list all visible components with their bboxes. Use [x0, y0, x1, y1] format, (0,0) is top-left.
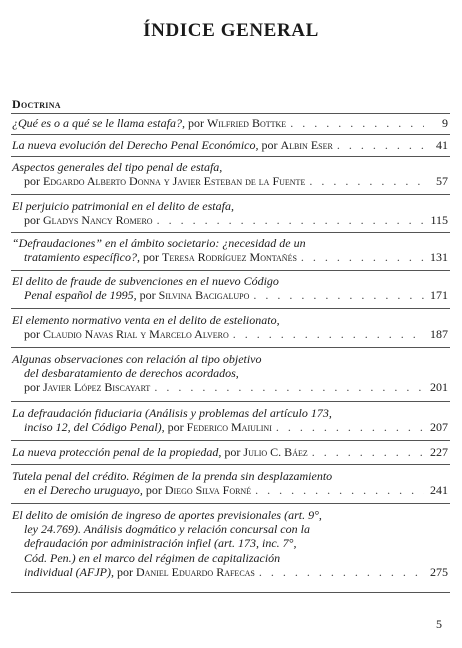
entry-page: 275 — [430, 564, 448, 579]
divider — [11, 503, 450, 504]
entry-title-cont: Penal español de 1995, — [24, 288, 137, 303]
entry-author: Diego Silva Forné — [164, 483, 252, 498]
entry-connector: por — [24, 327, 40, 342]
entry-author: Silvina Bacigalupo — [158, 288, 250, 303]
entry-title-cont: inciso 12, del Código Penal), — [24, 420, 165, 435]
entry-author: Claudio Navas Rial y Marcelo Alvero — [43, 327, 229, 342]
entry-connector: por — [167, 420, 184, 435]
entry-connector: por — [187, 116, 204, 130]
entry-connector: por — [24, 213, 40, 228]
entry-page: 187 — [430, 327, 448, 342]
entry-title: Aspectos generales del tipo penal de estafa, — [12, 160, 223, 174]
entry-author: Albin Eser — [280, 138, 333, 152]
toc-entry — [12, 236, 448, 264]
divider — [11, 464, 450, 465]
entry-author: Wilfried Bottke — [206, 116, 287, 130]
leader-dots — [259, 565, 424, 579]
toc-entry — [12, 160, 448, 188]
entry-page: 115 — [430, 213, 448, 228]
entry-page: 131 — [430, 250, 448, 265]
divider — [11, 134, 450, 135]
toc-entry — [12, 352, 448, 395]
entry-connector: por — [142, 250, 159, 265]
entry-title: Algunas observaciones con relación al tipo objetivo — [12, 352, 262, 366]
toc-entry — [12, 469, 448, 497]
toc-entry — [12, 274, 448, 302]
leader-dots — [255, 483, 424, 497]
entry-page: 241 — [430, 483, 448, 498]
page-number: 5 — [436, 617, 442, 631]
entry-title: “Defraudaciones” en el ámbito societario: ¿necesidad de un — [12, 236, 306, 250]
divider — [11, 440, 450, 441]
entry-title-cont: defraudación por administración infiel (art. 173, inc. 7°, — [24, 536, 297, 551]
entry-title: Tutela penal del crédito. Régimen de la prenda sin desplazamiento — [12, 469, 333, 483]
toc-entry — [12, 116, 448, 130]
toc-entry — [12, 199, 448, 227]
leader-dots — [233, 327, 424, 341]
divider — [11, 194, 450, 195]
entry-title-cont: tratamiento específico?, — [24, 250, 140, 265]
entry-title: El delito de omisión de ingreso de aportes previsionales (art. 9°, — [12, 508, 322, 522]
entry-page: 207 — [430, 420, 448, 435]
divider — [11, 232, 450, 233]
divider — [11, 308, 450, 309]
entry-title-cont: en el Derecho uruguayo, — [24, 483, 143, 498]
leader-dots — [309, 174, 424, 188]
entry-title-cont: individual (AFJP), — [24, 564, 114, 579]
entry-author: Federico Maiulini — [186, 420, 272, 435]
entry-page: 227 — [430, 445, 448, 459]
leader-dots — [301, 250, 424, 264]
toc-entry — [12, 406, 448, 434]
entry-page: 57 — [436, 174, 448, 189]
entry-page: 9 — [442, 116, 448, 130]
entry-author: Julio C. Báez — [243, 445, 308, 459]
entry-title: El perjuicio patrimonial en el delito de estafa, — [12, 199, 234, 213]
entry-connector: por — [116, 564, 133, 579]
divider — [11, 156, 450, 157]
entry-title: El elemento normativo venta en el delito de estelionato, — [12, 313, 280, 327]
divider — [11, 401, 450, 402]
entry-connector: por — [139, 288, 156, 303]
entry-author: Javier López Biscayart — [43, 380, 151, 395]
toc-entry — [12, 508, 448, 579]
entry-title-cont: del desbaratamiento de derechos acordados, — [24, 366, 239, 381]
entry-title: ¿Qué es o a qué se le llama estafa?, — [12, 116, 185, 130]
entry-page: 201 — [430, 380, 448, 395]
entry-connector: por — [261, 138, 278, 152]
entry-title: La defraudación fiduciaria (Análisis y problemas del artículo 173, — [12, 406, 332, 420]
entry-title: El delito de fraude de subvenciones en el nuevo Código — [12, 274, 279, 288]
entry-connector: por — [24, 174, 40, 189]
leader-dots — [337, 138, 424, 152]
leader-dots — [276, 420, 424, 434]
leader-dots — [312, 445, 424, 459]
entry-author: Edgardo Alberto Donna y Javier Esteban de la Fuente — [43, 174, 306, 189]
divider — [11, 592, 450, 593]
entry-title-cont: Cód. Pen.) en el marco del régimen de capitalización — [24, 550, 281, 565]
entry-author: Gladys Nancy Romero — [43, 213, 153, 228]
entry-title: La nueva evolución del Derecho Penal Económico, — [12, 138, 259, 152]
leader-dots — [154, 380, 424, 394]
entry-author: Daniel Eduardo Rafecas — [135, 564, 255, 579]
divider — [11, 347, 450, 348]
leader-dots — [253, 288, 424, 302]
page-title: ÍNDICE GENERAL — [143, 20, 319, 41]
divider — [11, 270, 450, 271]
leader-dots — [290, 116, 424, 130]
section-heading: Doctrina — [12, 97, 61, 111]
entry-page: 171 — [430, 288, 448, 303]
entry-title: La nueva protección penal de la propiedad, — [12, 445, 222, 459]
entry-title-cont: ley 24.769). Análisis dogmático y relación concursal con la — [24, 522, 310, 537]
entry-connector: por — [224, 445, 241, 459]
entry-connector: por — [145, 483, 162, 498]
toc-entry — [12, 313, 448, 341]
toc-entry — [12, 445, 448, 459]
leader-dots — [157, 213, 424, 227]
divider — [11, 113, 450, 114]
entry-author: Teresa Rodríguez Montañés — [161, 250, 297, 265]
toc-entry — [12, 138, 448, 152]
entry-page: 41 — [436, 138, 448, 152]
entry-connector: por — [24, 380, 40, 395]
